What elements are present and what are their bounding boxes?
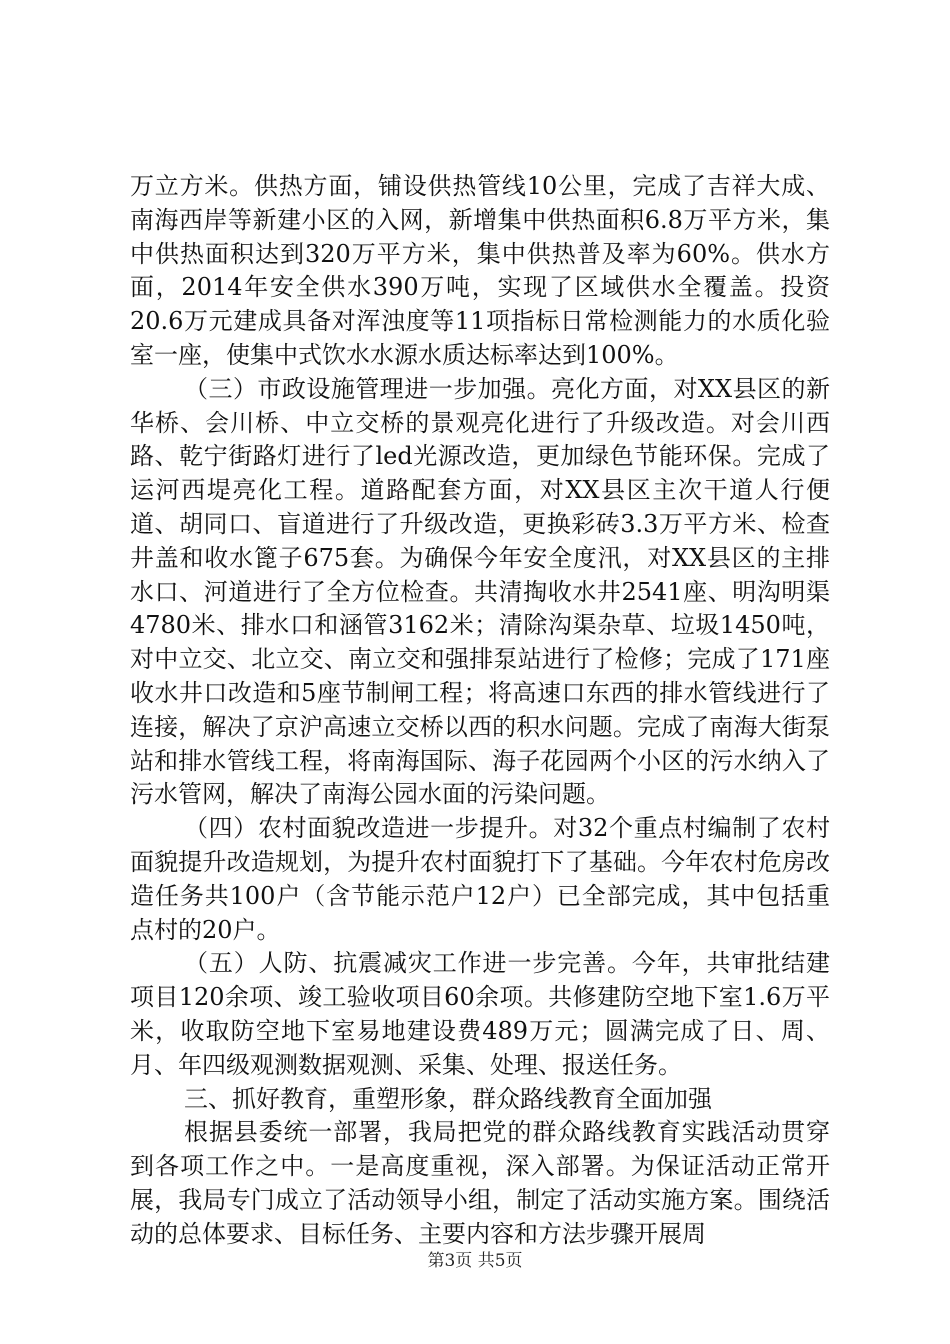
paragraph-supply-heating: 万立方米。供热方面，铺设供热管线10公里，完成了吉祥大成、南海西岸等新建小区的入网，新增集中供热面积6.8万平方米，集中供热面积达到320万平方米，集中供热普及率为60%。供水方面，2014年安全供水390万吨，实现了区域供水全覆盖。投资20.6万元建成具备对浑浊度等11项指标日常检测能力的水质化验室一座，使集中式饮水水源水质达标率达到100%。 <box>130 172 830 369</box>
paragraph-municipal-facilities: （三）市政设施管理进一步加强。亮化方面，对XX县区的新华桥、会川桥、中立交桥的景观亮化进行了升级改造。对会川西路、乾宁街路灯进行了led光源改造，更加绿色节能环保。完成了运河西堤亮化工程。道路配套方面，对XX县区主次干道人行便道、胡同口、盲道进行了升级改造，更换彩砖3.3万平方米、检查井盖和收水篦子675套。为确保今年安全度汛，对XX县区的主排水口、河道进行了全方位检查。共清掏收水井2541座、明沟明渠4780米、排水口和涵管3162米；清除沟渠杂草、垃圾1450吨，对中立交、北立交、南立交和强排泵站进行了检修；完成了171座收水井口改造和5座节制闸工程；将高速口东西的排水管线进行了连接，解决了京沪高速立交桥以西的积水问题。完成了南海大街泵站和排水管线工程，将南海国际、海子花园两个小区的污水纳入了污水管网，解决了南海公园水面的污染问题。 <box>130 374 830 809</box>
section-heading-education: 三、抓好教育，重塑形象，群众路线教育全面加强 <box>184 1084 712 1113</box>
paragraph-rural-renovation: （四）农村面貌改造进一步提升。对32个重点村编制了农村面貌提升改造规划，为提升农村面貌打下了基础。今年农村危房改造任务共100户（含节能示范户12户）已全部完成，其中包括重点村的20户。 <box>130 814 830 944</box>
paragraph-mass-line-education: 根据县委统一部署，我局把党的群众路线教育实践活动贯穿到各项工作之中。一是高度重视，深入部署。为保证活动正常开展，我局专门成立了活动领导小组，制定了活动实施方案。围绕活动的总体要求、目标任务、主要内容和方法步骤开展周 <box>130 1118 830 1248</box>
paragraph-civil-defense: （五）人防、抗震减灾工作进一步完善。今年，共审批结建项目120余项、竣工验收项目60余项。共修建防空地下室1.6万平米，收取防空地下室易地建设费489万元；圆满完成了日、周、月、年四级观测数据观测、采集、处理、报送任务。 <box>130 949 830 1079</box>
page-footer: 第3页 共5页 <box>427 1251 523 1271</box>
document-body <box>130 170 830 1252</box>
